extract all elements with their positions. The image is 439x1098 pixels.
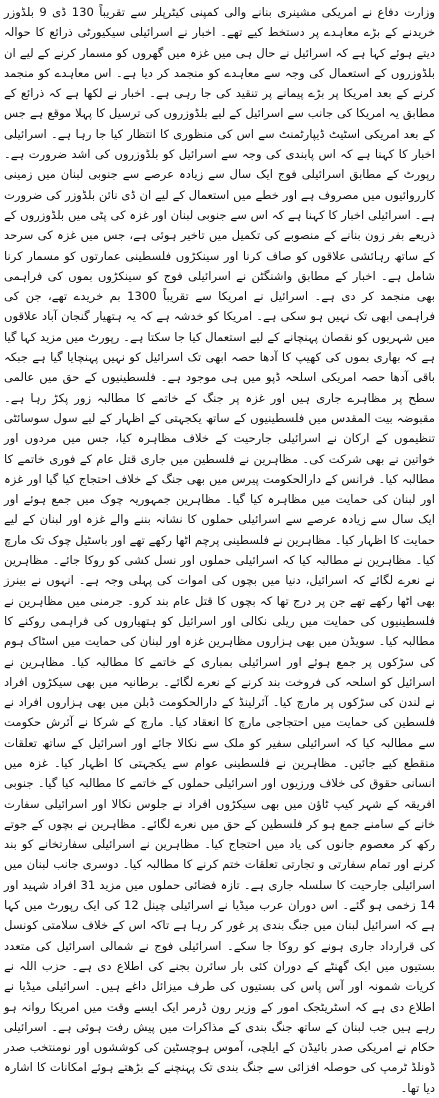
article-paragraph: وزارت دفاع نے امریکی مشینری بنانے والی کمپنی کیٹرپلر سے تقریباً 130 ڈی 9 بلڈوزر خریدنے کے بڑے معاہدے پر دستخط کیے تھے۔ اخبار نے اسرائیلی سیکیورٹی ذرائع کا حوالہ دیتے ہوئے کہا ہے کہ اسرائیل نے حال ہی میں غزہ میں گھروں کو مسمار کرنے کے لیے ان بلڈوزروں کے استعمال کی وجہ سے معاہدے کو منجمد کر دیا ہے۔ اس معاہدے کو منجمد کرنے کے بعد امریکا پر بڑے پیمانے پر تنقید کی جا رہی ہے۔ اخبار نے لکھا ہے کہ ذرائع کے مطابق یہ امریکا کی جانب سے اسرائیل کے لیے بلڈوزروں کی ترسیل کا پہلا موقع ہے جس کے بعد امریکی اسٹیٹ ڈیپارٹمنٹ سے اس کی منظوری کا انتظار کیا جا رہا ہے۔ اسرائیلی اخبار کا کہنا ہے کہ اس پابندی کی وجہ سے اسرائیل کو بلڈوزروں کی اشد ضرورت ہے۔ رپورٹ کے مطابق اسرائیلی فوج ایک سال سے زیادہ عرصے سے جنوبی لبنان میں زمینی کارروائیوں میں مصروف ہے اور خطے میں استعمال کے لیے ان ڈی نائن بلڈوزر کی ضرورت ہے۔ اسرائیلی اخبار کا کہنا ہے کہ اس سے جنوبی لبنان اور غزہ کی پٹی میں بلڈوزروں کے ذریعے بفر زون بنانے کے منصوبے کی تکمیل میں تاخیر ہوئی ہے، جس میں غزہ کی سرحد کے ساتھ رہائشی علاقوں کو صاف کرنا اور سینکڑوں فلسطینی عمارتوں کو مسمار کرنا شامل ہے۔ اخبار کے مطابق واشنگٹن نے اسرائیلی فوج کو سینکڑوں بموں کی فراہمی بھی منجمد کر دی ہے۔ اسرائیل نے امریکا سے تقریباً 1300 بم خریدے تھے، جن کی فراہمی ابھی تک نہیں ہو سکی ہے۔ امریکا کو خدشہ ہے کہ یہ ہتھیار گنجان آباد علاقوں میں شہریوں کو نقصان پہنچانے کے لیے استعمال کیا جا سکتا ہے۔ رپورٹ میں مزید کہا گیا ہے کہ بھاری بموں کی کھیپ کا آدھا حصہ ابھی تک اسرائیل کو نہیں پہنچایا گیا ہے جبکہ باقی آدھا حصہ امریکی اسلحہ ڈپو میں ہی موجود ہے۔ فلسطینیوں کے حق میں عالمی سطح پر مظاہرے جاری ہیں اور غزہ پر جنگ کے خاتمے کا مطالبہ زور پکڑ رہا ہے۔ مقبوضہ بیت المقدس میں فلسطینیوں کے ساتھ یکجہتی کے اظہار کے لیے سول سوسائٹی تنظیموں کے ارکان نے اسرائیلی جارحیت کے خلاف مظاہرہ کیا، جس میں مردوں اور خواتین نے بھی شرکت کی۔ مظاہرین نے فلسطین میں جاری قتل عام کے فوری خاتمے کا مطالبہ کیا۔ فرانس کے دارالحکومت پیرس میں بھی جنگ کے خلاف احتجاج کیا گیا اور غزہ اور لبنان کی حمایت میں مظاہرہ کیا گیا۔ مظاہرین جمہوریہ چوک میں جمع ہوئے اور ایک سال سے زیادہ عرصے سے اسرائیلی حملوں کا نشانہ بننے والے غزہ اور لبنان کے لیے حمایت کا اظہار کیا۔ مظاہرین نے فلسطینی پرچم اٹھا رکھے تھے اور باسٹیل چوک تک مارچ کیا۔ مظاہرین نے مطالبہ کیا کہ اسرائیلی حملوں اور نسل کشی کو روکا جائے۔ مظاہرین نے نعرے لگائے کہ اسرائیل، دنیا میں بچوں کی اموات کی پہلی وجہ ہے۔ انہوں نے بینرز بھی اٹھا رکھے تھے جن پر درج تھا کہ بچوں کا قتل عام بند کرو۔ جرمنی میں مظاہرین نے فلسطینیوں کی حمایت میں ریلی نکالی اور اسرائیل کو ہتھیاروں کی فراہمی روکنے کا مطالبہ کیا۔ سویڈن میں بھی ہزاروں مظاہرین غزہ اور لبنان کی حمایت میں اسٹاک ہوم کی سڑکوں پر جمع ہوئے اور اسرائیلی بمباری کے خاتمے کا مطالبہ کیا۔ مظاہرین نے اسرائیل کو اسلحہ کی فروخت بند کرنے کے نعرے لگائے۔ برطانیہ میں بھی سیکڑوں افراد نے لندن کی سڑکوں پر مارچ کیا۔ آئرلینڈ کے دارالحکومت ڈبلن میں بھی ہزاروں افراد نے فلسطین کی حمایت میں احتجاجی مارچ کا انعقاد کیا۔ مارچ کے شرکا نے آئرش حکومت سے مطالبہ کیا کہ اسرائیلی سفیر کو ملک سے نکالا جائے اور اسرائیل کے ساتھ تعلقات منقطع کیے جائیں۔ مظاہرین نے فلسطینی عوام سے یکجہتی کا اظہار کیا۔ غزہ میں انسانی حقوق کی خلاف ورزیوں اور اسرائیلی حملوں کے خاتمے کا مطالبہ کیا گیا۔ جنوبی افریقہ کے شہر کیپ ٹاؤن میں بھی سیکڑوں افراد نے جلوس نکالا اور اسرائیلی سفارت خانے کے سامنے جمع ہو کر فلسطین کے حق میں نعرے لگائے۔ مظاہرین نے بچوں کے جوتے رکھ کر معصوم جانوں کی یاد میں احتجاج کیا۔ مظاہرین نے اسرائیلی سفارتخانے کو بند کرنے اور تمام سفارتی و تجارتی تعلقات ختم کرنے کا مطالبہ کیا۔ دوسری جانب لبنان میں اسرائیلی جارحیت کا سلسلہ جاری ہے۔ تازہ فضائی حملوں میں مزید 31 افراد شہید اور 14 زخمی ہو گئے۔ اس دوران عرب میڈیا نے اسرائیلی چینل 12 کی ایک رپورٹ میں کہا ہے کہ اسرائیل لبنان میں جنگ بندی پر غور کر رہا ہے تاکہ اس کے خلاف سلامتی کونسل کی قرارداد جاری ہونے کو روکا جا سکے۔ اسرائیلی فوج نے شمالی اسرائیل کی متعدد بستیوں میں ایک گھنٹے کے دوران کئی بار سائرن بجنے کی اطلاع دی ہے۔ حزب اللہ نے کریات شمونہ اور آس پاس کی بستیوں کی طرف میزائل داغے ہیں۔ اسرائیلی میڈیا نے اطلاع دی ہے کہ اسٹریٹجک امور کے وزیر رون ڈرمر ایک ایسے وقت میں امریکا روانہ ہو رہے ہیں جب لبنان کے ساتھ جنگ بندی کے مذاکرات میں پیش رفت ہوئی ہے۔ اسرائیلی حکام نے امریکی صدر بائیڈن کے ایلچی، آموس ہوچسٹین کی کوششوں اور نومنتخب صدر ڈونلڈ ٹرمپ کی حوصلہ افزائی سے جنگ بندی تک پہنچنے کے بڑھتے ہوئے امکانات کا اشارہ دیا تھا۔ (4, 5, 435, 1095)
article-body (4, 2, 435, 1095)
